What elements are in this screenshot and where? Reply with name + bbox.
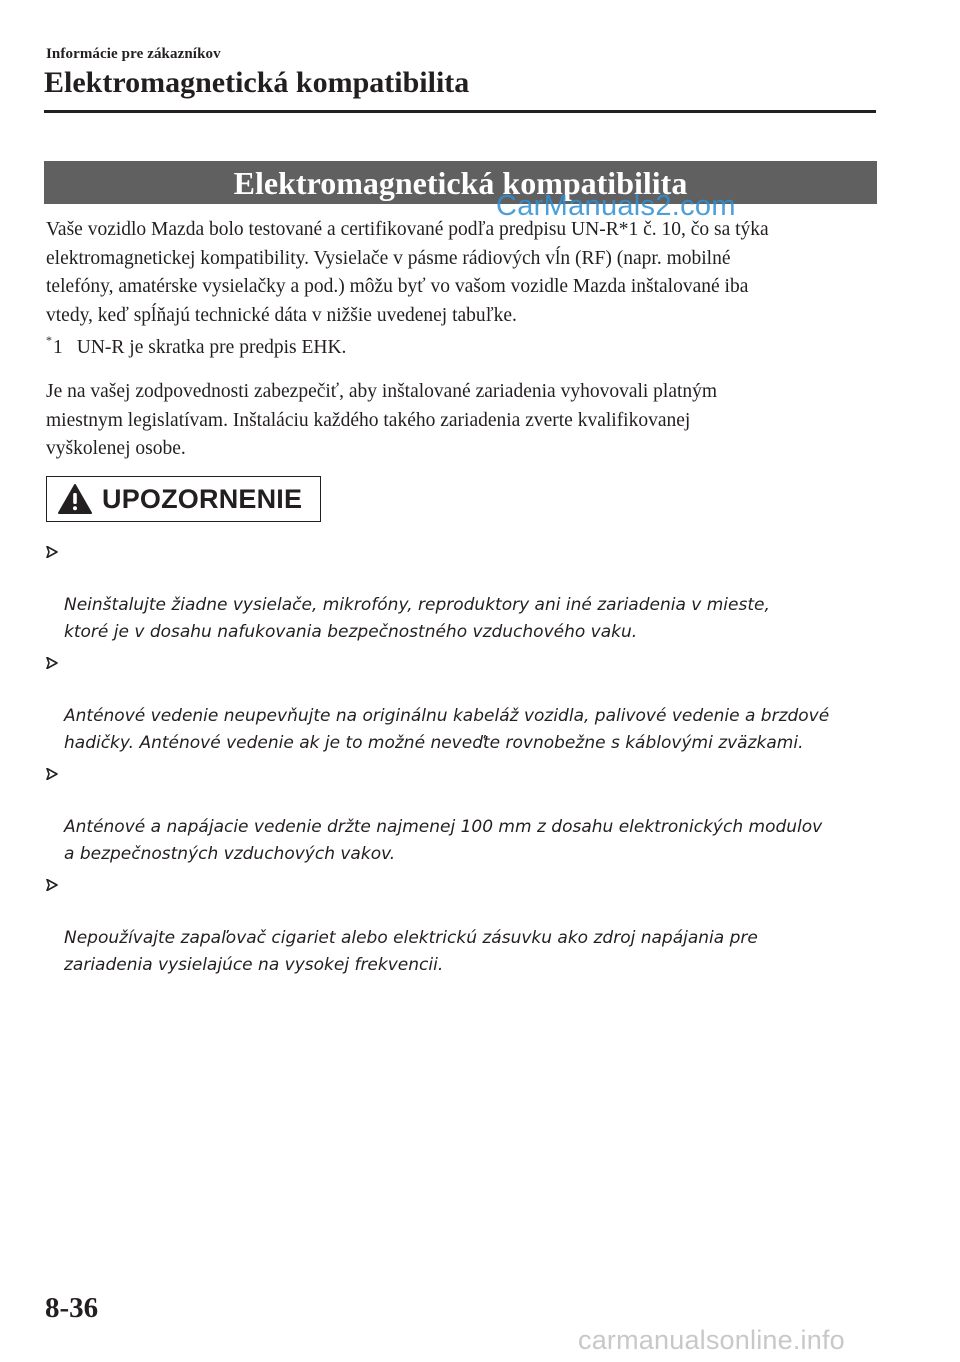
warning-label: UPOZORNENIE [102, 483, 303, 514]
warning-item-text: Nepoužívajte zapaľovač cigariet alebo elektrickú zásuvku ako zdroj napájania pre zariadenia vysielajúce na vysokej frekvencii. [64, 928, 758, 975]
page-number: 8-36 [45, 1292, 99, 1324]
warning-item-text: Anténové a napájacie vedenie držte najmenej 100 mm z dosahu elektronických modulov a bezpečnostných vzduchových vakov. [64, 817, 823, 864]
page-title: Elektromagnetická kompatibilita [44, 66, 470, 99]
warning-item [46, 649, 881, 757]
warning-item [46, 760, 881, 868]
footnote [46, 326, 346, 362]
breadcrumb: Informácie pre zákazníkov [46, 46, 221, 62]
responsibility-paragraph: Je na vašej zodpovednosti zabezpečiť, aby inštalované zariadenia vyhovovali platným miestnym legislatívam. Inštaláciu každého takého zariadenia zverte kvalifikovanej vyškolenej osobe. [46, 381, 718, 459]
warning-triangle-icon [57, 483, 93, 515]
arrow-bullet-icon [46, 657, 58, 669]
intro-paragraph: Vaše vozidlo Mazda bolo testované a certifikované podľa predpisu UN-R*1 č. 10, čo sa týka elektromagnetickej kompatibility. Vysielače v pásme rádiových vĺn (RF) (napr. mobilné telefóny, amatérske vysielačky a pod.) môžu byť vo vašom vozidle Mazda inštalované iba vtedy, keď spĺňajú technické dáta v nižšie uvedenej tabuľke. [46, 219, 769, 326]
warning-item [46, 871, 881, 979]
arrow-bullet-icon [46, 768, 58, 780]
footnote-text: UN-R je skratka pre predpis EHK. [76, 337, 347, 358]
footnote-marker: * [46, 333, 52, 347]
arrow-bullet-icon [46, 879, 58, 891]
warning-list [46, 538, 881, 982]
warning-item-text: Anténové vedenie neupevňujte na originálnu kabeláž vozidla, palivové vedenie a brzdové hadičky. Anténové vedenie ak je to možné neveďte rovnobežne s káblovými zväzkami. [64, 706, 830, 753]
section-title-banner: Elektromagnetická kompatibilita [44, 161, 877, 204]
heading-divider [44, 110, 876, 113]
arrow-bullet-icon [46, 546, 58, 558]
footnote-number: 1 [53, 337, 63, 358]
warning-header [46, 476, 321, 522]
watermark-bottom: carmanualsonline.info [578, 1325, 845, 1355]
warning-item-text: Neinštalujte žiadne vysielače, mikrofóny, reproduktory ani iné zariadenia v mieste, ktoré je v dosahu nafukovania bezpečnostného vzduchového vaku. [64, 595, 770, 642]
watermark-top: CarManuals2.com [496, 190, 736, 222]
warning-item [46, 538, 881, 646]
